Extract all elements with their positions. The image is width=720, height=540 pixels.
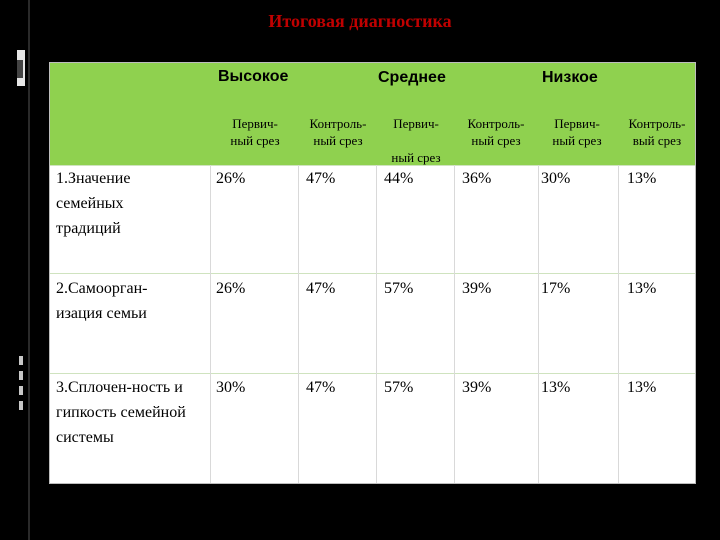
table-cell: 26% — [216, 280, 246, 297]
table-cell: 13% — [627, 379, 657, 396]
table-cell: 44% — [384, 170, 414, 187]
slide-decor-bar-inner — [17, 60, 23, 78]
slide-left-rule — [28, 0, 30, 540]
table-cell: 36% — [462, 170, 492, 187]
slide-title: Итоговая диагностика — [268, 11, 452, 31]
table-header-band — [50, 63, 695, 165]
row-label: 2.Самоорган- изация семьи — [56, 280, 148, 322]
table-cell: 47% — [306, 280, 336, 297]
column-divider — [454, 165, 455, 483]
table-cell: 13% — [541, 379, 571, 396]
table-cell: 57% — [384, 379, 414, 396]
column-divider — [618, 165, 619, 483]
subheader-low-control: Контроль- вый срез — [628, 116, 686, 148]
column-divider — [538, 165, 539, 483]
row-label: 3.Сплочен-ность и гипкость семейной системы — [56, 379, 186, 446]
slide-decor-tick — [19, 401, 23, 410]
table-cell: 30% — [541, 170, 571, 187]
group-header-medium: Среднее — [378, 69, 446, 86]
row-label: 1.Значение семейных традиций — [56, 170, 131, 237]
table-cell: 17% — [541, 280, 571, 297]
subheader-low-initial: Первич- ный срез — [552, 116, 602, 148]
subheader-medium-initial: Первич- ный срез — [391, 116, 441, 165]
subheader-high-control: Контроль- ный срез — [309, 116, 367, 148]
table-cell: 47% — [306, 170, 336, 187]
column-divider — [298, 165, 299, 483]
table-cell: 30% — [216, 379, 246, 396]
subheader-high-initial: Первич- ный срез — [230, 116, 280, 148]
diagnostics-table — [49, 62, 696, 484]
group-header-high: Высокое — [218, 68, 289, 85]
table-cell: 39% — [462, 280, 492, 297]
table-cell: 57% — [384, 280, 414, 297]
subheader-medium-control: Контроль- ный срез — [467, 116, 525, 148]
table-cell: 47% — [306, 379, 336, 396]
table-cell: 13% — [627, 170, 657, 187]
column-divider — [376, 165, 377, 483]
table-cell: 26% — [216, 170, 246, 187]
row-divider — [50, 373, 695, 374]
group-header-low: Низкое — [542, 69, 598, 86]
slide-decor-tick — [19, 356, 23, 365]
slide-decor-tick — [19, 386, 23, 395]
row-divider — [50, 273, 695, 274]
table-cell: 13% — [627, 280, 657, 297]
slide-decor-tick — [19, 371, 23, 380]
table-cell: 39% — [462, 379, 492, 396]
